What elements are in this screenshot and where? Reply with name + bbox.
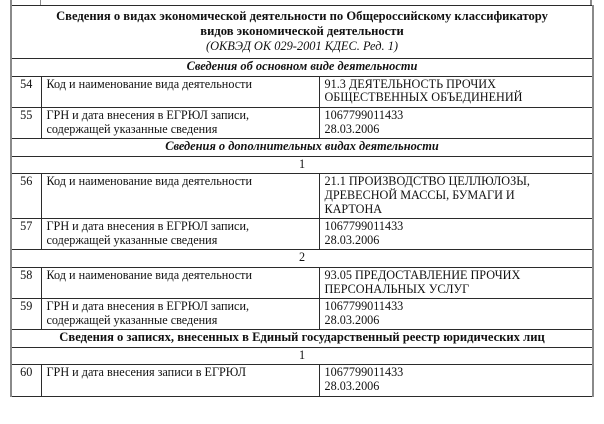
row-label-54: Код и наименование вида деятельности: [41, 76, 319, 107]
row-label-55: [41, 107, 319, 138]
row-number-60: 60: [11, 365, 41, 396]
grn-number: 1067799011433: [324, 219, 404, 234]
document-title-line-1: Сведения о видах экономической деятельности по Общероссийскому классификатору: [56, 9, 548, 23]
document-title-line-2: видов экономической деятельности: [200, 23, 404, 38]
row-value-57: [319, 219, 593, 250]
value-line: КАРТОНА: [324, 201, 383, 216]
table-row-index: [11, 156, 593, 174]
table-row: [11, 174, 593, 219]
label-line: содержащей указанные сведения: [46, 312, 218, 327]
section-header-main-activity: Сведения об основном виде деятельности: [11, 59, 593, 77]
table-row: [11, 267, 593, 298]
label-line: ГРН и дата внесения в ЕГРЮЛ записи,: [46, 299, 250, 314]
row-label-60: ГРН и дата внесения записи в ЕГРЮЛ: [41, 365, 319, 396]
document-subtitle: (ОКВЭД ОК 029-2001 КДЕС. Ред. 1): [205, 39, 399, 54]
row-label-57: [41, 219, 319, 250]
egrul-activities-table: [10, 5, 594, 397]
label-line: ГРН и дата внесения в ЕГРЮЛ записи,: [46, 219, 250, 234]
row-value-60: [319, 365, 593, 396]
row-value-54: [319, 76, 593, 107]
value-line: 91.3 ДЕЯТЕЛЬНОСТЬ ПРОЧИХ: [324, 76, 496, 91]
table-row-section-additional-activities: [11, 139, 593, 157]
row-value-56: [319, 174, 593, 219]
record-date: 28.03.2006: [324, 121, 380, 136]
row-label-58: Код и наименование вида деятельности: [41, 267, 319, 298]
grn-number: 1067799011433: [324, 299, 404, 314]
table-row: [11, 219, 593, 250]
row-value-59: [319, 299, 593, 330]
grn-number: 1067799011433: [324, 365, 404, 380]
label-line: ГРН и дата внесения в ЕГРЮЛ записи,: [46, 107, 250, 122]
row-number-55: 55: [11, 107, 41, 138]
table-row-section-main-activity: [11, 59, 593, 77]
value-line: 21.1 ПРОИЗВОДСТВО ЦЕЛЛЮЛОЗЫ,: [324, 174, 530, 189]
value-line: ДРЕВЕСНОЙ МАССЫ, БУМАГИ И: [324, 187, 515, 202]
row-number-54: 54: [11, 76, 41, 107]
section-header-additional-activities: Сведения о дополнительных видах деятельности: [11, 139, 593, 157]
table-row: [11, 365, 593, 396]
row-value-55: [319, 107, 593, 138]
row-number-58: 58: [11, 267, 41, 298]
record-index-1: 1: [11, 347, 593, 365]
document-title-cell: [11, 6, 593, 59]
row-value-58: [319, 267, 593, 298]
section-header-registry-records: Сведения о записях, внесенных в Единый государственный реестр юридических лиц: [11, 330, 593, 348]
row-number-56: 56: [11, 174, 41, 219]
table-row-title: [11, 6, 593, 59]
activity-index-1: 1: [11, 156, 593, 174]
grn-number: 1067799011433: [324, 107, 404, 122]
record-date: 28.03.2006: [324, 379, 380, 394]
row-number-59: 59: [11, 299, 41, 330]
table-row-section-registry-records: [11, 330, 593, 348]
table-row-index: [11, 347, 593, 365]
table-row: [11, 107, 593, 138]
table-row-index: [11, 250, 593, 268]
value-line: ОБЩЕСТВЕННЫХ ОБЪЕДИНЕНИЙ: [324, 90, 523, 105]
activity-index-2: 2: [11, 250, 593, 268]
value-line: ПЕРСОНАЛЬНЫХ УСЛУГ: [324, 281, 470, 296]
value-line: 93.05 ПРЕДОСТАВЛЕНИЕ ПРОЧИХ: [324, 267, 521, 282]
row-number-57: 57: [11, 219, 41, 250]
label-line: содержащей указанные сведения: [46, 232, 218, 247]
row-label-59: [41, 299, 319, 330]
table-row: [11, 299, 593, 330]
record-date: 28.03.2006: [324, 312, 380, 327]
table-row: [11, 76, 593, 107]
row-label-56: Код и наименование вида деятельности: [41, 174, 319, 219]
record-date: 28.03.2006: [324, 232, 380, 247]
label-line: содержащей указанные сведения: [46, 121, 218, 136]
